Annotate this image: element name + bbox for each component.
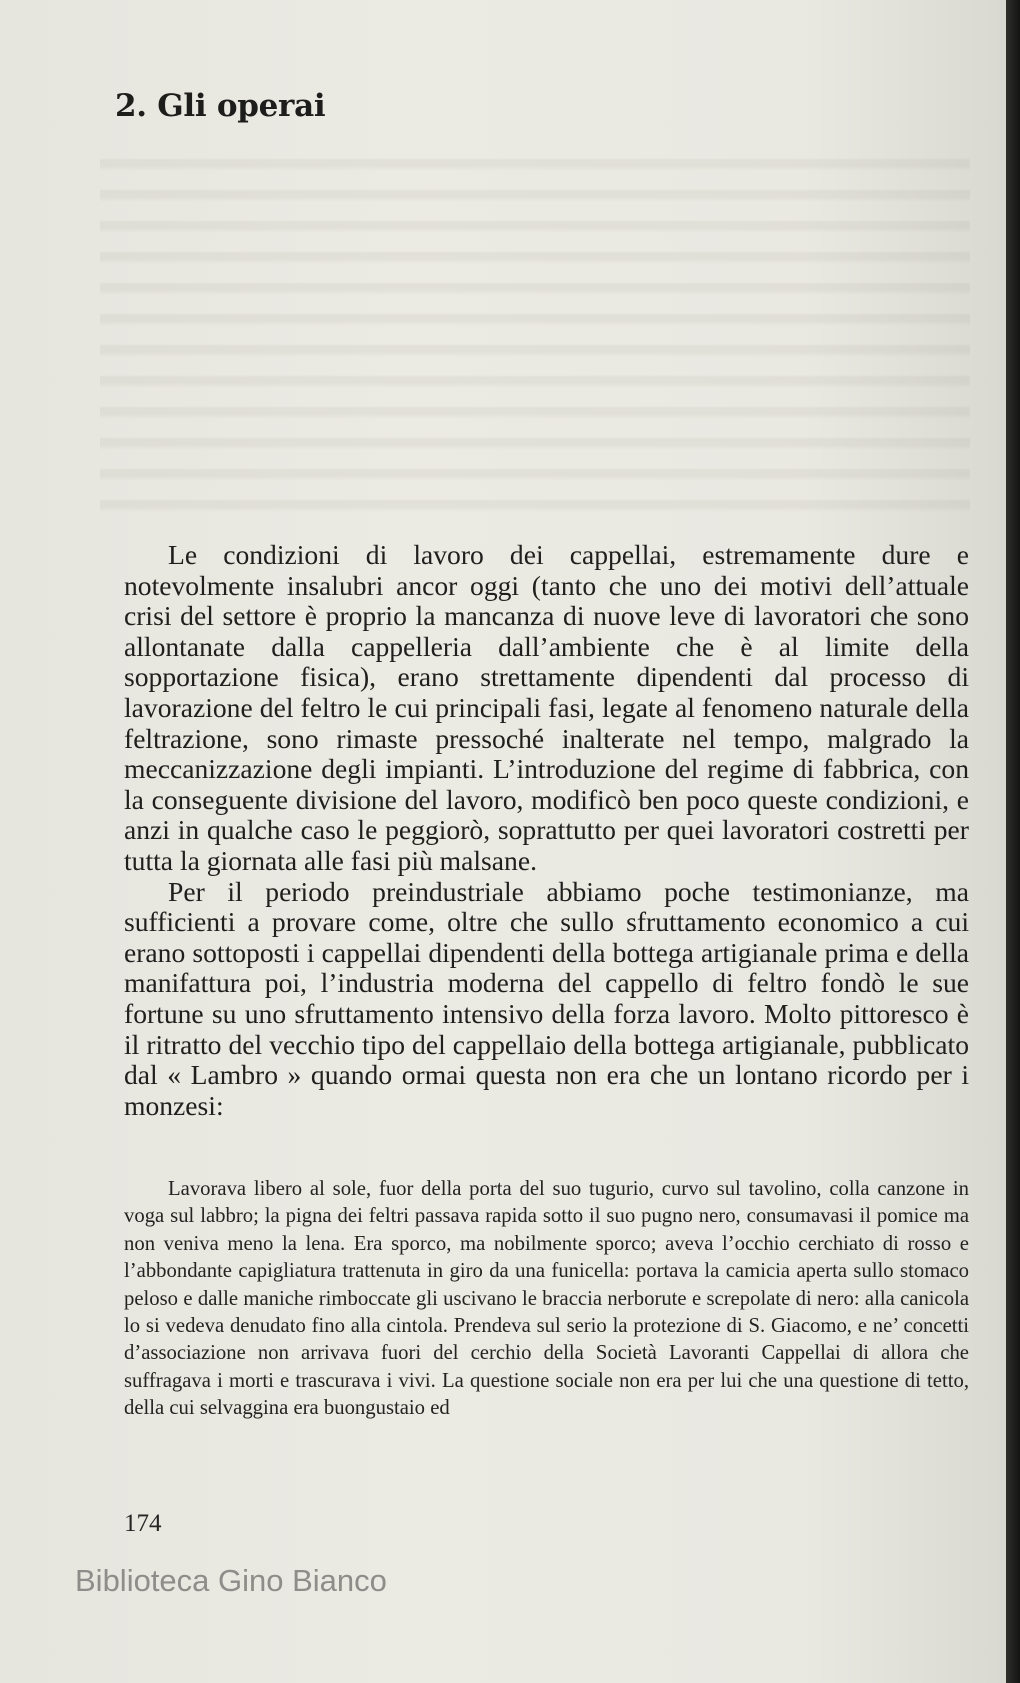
- paragraph: Le condizioni di lavoro dei cappellai, estremamente dure e notevolmente insalubri ancor oggi (tanto che uno dei motivi dell’attuale crisi del settore è proprio la mancanza di nuove leve di lavoratori che sono allontanate dalla cappelleria dall’ambiente che è al limite della sopportazione fisica), erano strettamente dipendenti dal processo di lavorazione del feltro le cui principali fasi, legate al fenomeno naturale della feltrazione, sono rimaste pressoché inalterate nel tempo, malgrado la meccanizzazione degli impianti. L’introduzione del regime di fabbrica, con la conseguente divisione del lavoro, modificò ben poco queste condizioni, e anzi in qualche caso le peggiorò, soprattutto per quei lavoratori costretti per tutta la giornata alle fasi più malsane.: [124, 539, 969, 876]
- bleed-through-text: [100, 140, 970, 530]
- library-watermark: Biblioteca Gino Bianco: [75, 1563, 387, 1598]
- block-quote: Lavorava libero al sole, fuor della porta del suo tugurio, curvo sul tavolino, colla canzone in voga sul labbro; la pigna dei feltri passava rapida sotto il suo pugno nero, consumavasi il pomice ma non veniva meno la lena. Era sporco, ma nobilmente sporco; aveva l’occhio cerchiato di rosso e l’abbondante capigliatura trattenuta in giro da una funicella: portava la camicia aperta sullo stomaco peloso e dalle maniche rimboccate gli uscivano le braccia nerborute e screpolate di nero: alla canicola lo si vedeva denudato fino alla cintola. Prendeva sul serio la protezione di S. Giacomo, e ne’ concetti d’associazione non arrivava fuori del cerchio della Società Lavoranti Cappellai di allora che suffragava i morti e trascurava i vivi. La questione sociale non era per lui che una questione di tetto, della cui selvaggina era buongustaio ed: [124, 1178, 969, 1420]
- page-number: 174: [124, 1510, 162, 1537]
- section-heading: 2. Gli operai: [115, 88, 326, 124]
- body-text: [124, 540, 969, 1121]
- paragraph: Per il periodo preindustriale abbiamo poche testimonianze, ma sufficienti a provare come, oltre che sullo sfruttamento economico a cui erano sottoposti i cappellai dipendenti della bottega artigianale prima e della manifattura poi, l’industria moderna del cappello di feltro fondò le sue fortune su uno sfruttamento intensivo della forza lavoro. Molto pittoresco è il ritratto del vecchio tipo del cappellaio della bottega artigianale, pubblicato dal « Lambro » quando ormai questa non era che un lontano ricordo per i monzesi:: [124, 875, 969, 1121]
- page-edge-shadow: [1006, 0, 1020, 1683]
